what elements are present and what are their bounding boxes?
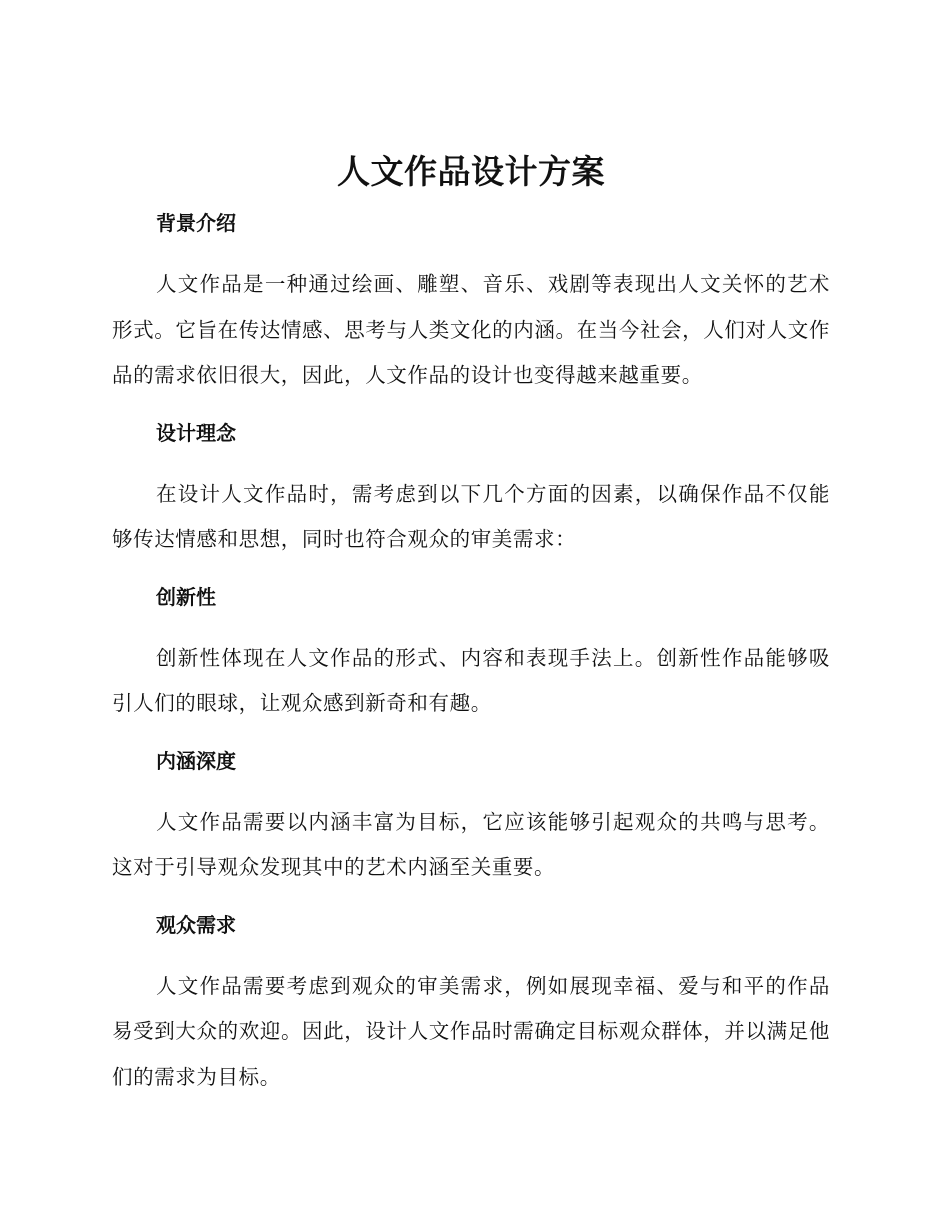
section-paragraph: 在设计人文作品时，需考虑到以下几个方面的因素，以确保作品不仅能够传达情感和思想，同时也符合观众的审美需求：	[112, 481, 830, 551]
section-depth	[112, 746, 830, 891]
section-heading: 观众需求	[156, 912, 236, 937]
section-innovation	[112, 582, 830, 727]
section-audience-needs	[112, 910, 830, 1101]
section-design-concept	[112, 418, 830, 563]
section-paragraph: 创新性体现在人文作品的形式、内容和表现手法上。创新性作品能够吸引人们的眼球，让观众感到新奇和有趣。	[112, 645, 830, 715]
document-page	[112, 150, 830, 1100]
section-paragraph: 人文作品需要考虑到观众的审美需求，例如展现幸福、爱与和平的作品易受到大众的欢迎。因此，设计人文作品时需确定目标观众群体，并以满足他们的需求为目标。	[112, 973, 830, 1089]
section-paragraph: 人文作品需要以内涵丰富为目标，它应该能够引起观众的共鸣与思考。这对于引导观众发现其中的艺术内涵至关重要。	[112, 809, 830, 879]
section-paragraph: 人文作品是一种通过绘画、雕塑、音乐、戏剧等表现出人文关怀的艺术形式。它旨在传达情感、思考与人类文化的内涵。在当今社会，人们对人文作品的需求依旧很大，因此，人文作品的设计也变得越来越重要。	[112, 272, 830, 387]
section-heading: 背景介绍	[156, 211, 236, 235]
section-background	[112, 208, 830, 399]
section-heading: 创新性	[156, 584, 216, 609]
section-heading: 内涵深度	[156, 748, 236, 773]
document-title: 人文作品设计方案	[337, 152, 605, 191]
section-heading: 设计理念	[156, 420, 236, 445]
